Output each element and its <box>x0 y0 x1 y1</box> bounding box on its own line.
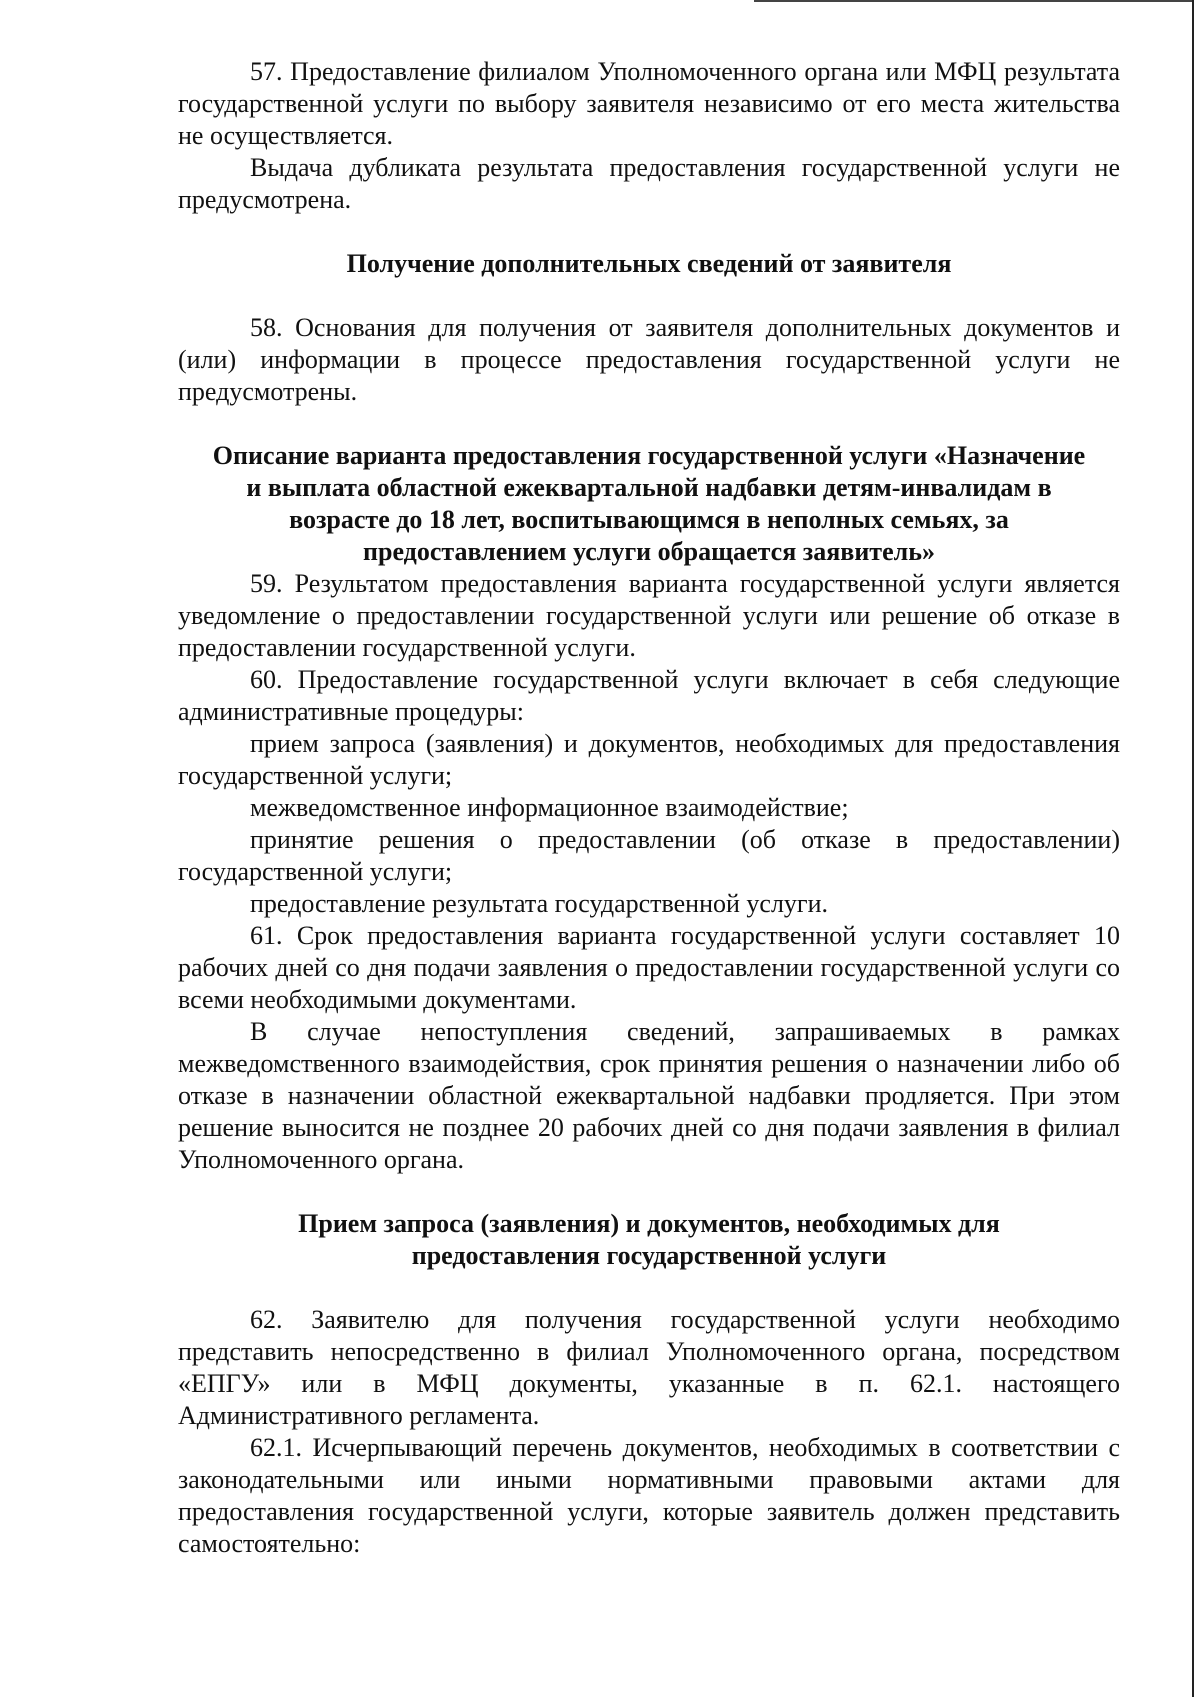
procedure-item-reception: прием запроса (заявления) и документов, необходимых для предоставления государственной услуги; <box>178 729 1120 790</box>
heading-service-variant: Описание варианта предоставления государственной услуги «Назначение и выплата областной ежеквартальной надбавки детям-инвалидам в возрасте до 18 лет, воспитывающимся в неполных семьях, за предоставлением услуги обращается заявитель» <box>212 441 1086 566</box>
heading-additional-info: Получение дополнительных сведений от заявителя <box>346 249 952 278</box>
paragraph-duplicate: Выдача дубликата результата предоставления государственной услуги не предусмотрена. <box>178 153 1120 214</box>
paragraph-62-1: 62.1. Исчерпывающий перечень документов, необходимых в соответствии с законодательными или иными нормативными правовыми актами для предоставления государственной услуги, которые заявитель должен представить самостоятельно: <box>178 1433 1120 1558</box>
scan-edge-top <box>754 0 1194 2</box>
paragraph-61-extension: В случае непоступления сведений, запрашиваемых в рамках межведомственного взаимодействия, срок принятия решения о назначении либо об отказе в назначении областной ежеквартальной надбавки продляется. При этом решение выносится не позднее 20 рабочих дней со дня подачи заявления в филиал Уполномоченного органа. <box>178 1017 1120 1174</box>
paragraph-58: 58. Основания для получения от заявителя дополнительных документов и (или) информации в процессе предоставления государственной услуги не предусмотрены. <box>178 313 1120 406</box>
document-page <box>178 56 1120 1560</box>
procedure-item-decision: принятие решения о предоставлении (об отказе в предоставлении) государственной услуги; <box>178 825 1120 886</box>
paragraph-62: 62. Заявителю для получения государственной услуги необходимо представить непосредственно в филиал Уполномоченного органа, посредством «ЕПГУ» или в МФЦ документы, указанные в п. 62.1. настоящего Административного регламента. <box>178 1305 1120 1430</box>
heading-request-reception: Прием запроса (заявления) и документов, необходимых для предоставления государственной услуги <box>298 1209 1000 1270</box>
procedure-item-interagency: межведомственное информационное взаимодействие; <box>250 793 849 822</box>
paragraph-61: 61. Срок предоставления варианта государственной услуги составляет 10 рабочих дней со дня подачи заявления о предоставлении государственной услуги со всеми необходимыми документами. <box>178 921 1120 1014</box>
paragraph-60: 60. Предоставление государственной услуги включает в себя следующие административные процедуры: <box>178 665 1120 726</box>
scan-edge-right <box>1192 0 1194 1697</box>
paragraph-57: 57. Предоставление филиалом Уполномоченного органа или МФЦ результата государственной услуги по выбору заявителя независимо от его места жительства не осуществляется. <box>178 57 1120 150</box>
paragraph-59: 59. Результатом предоставления варианта государственной услуги является уведомление о предоставлении государственной услуги или решение об отказе в предоставлении государственной услуги. <box>178 569 1120 662</box>
procedure-item-result: предоставление результата государственной услуги. <box>250 889 829 918</box>
